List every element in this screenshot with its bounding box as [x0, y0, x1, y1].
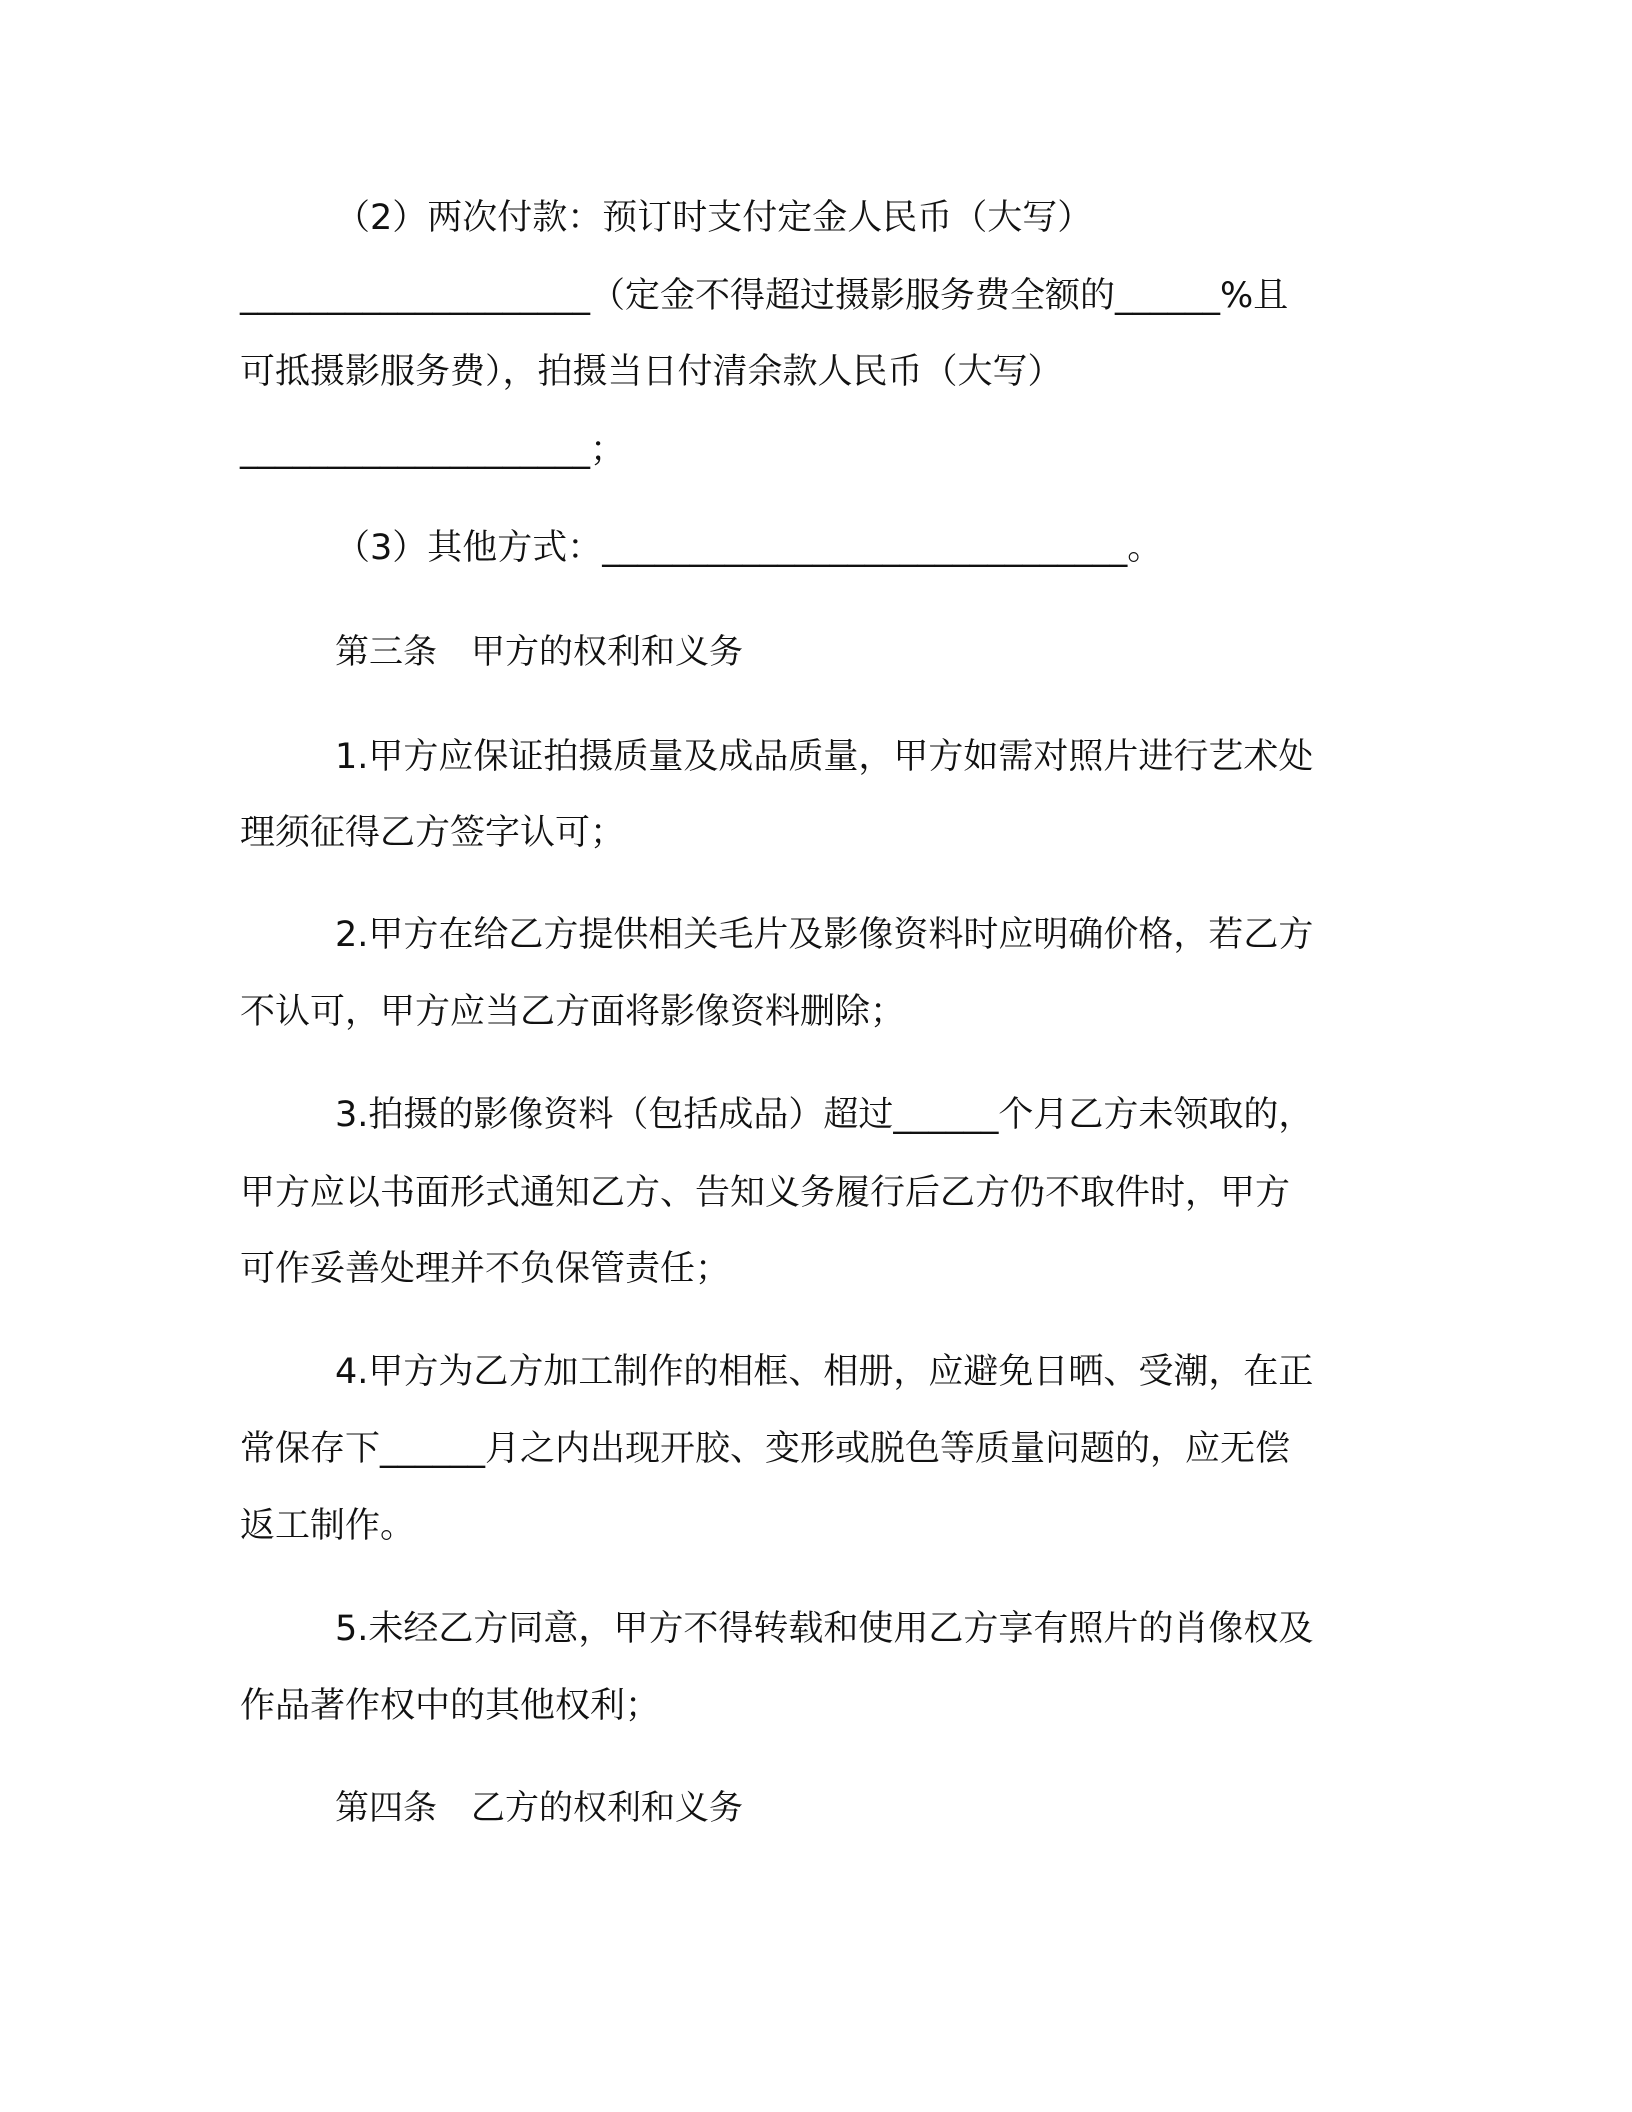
payment-option-3-line: （3）其他方式：______________________________。: [335, 528, 1163, 568]
clause-3-1-line-2: 理须征得乙方签字认可；: [240, 813, 626, 853]
deposit-blank-line: ____________________（定金不得超过摄影服务费全额的______%且: [240, 276, 1289, 316]
clause-3-3-line-1: 3.拍摄的影像资料（包括成品）超过______个月乙方未领取的，: [335, 1095, 1314, 1135]
balance-payment-line: 可抵摄影服务费），拍摄当日付清余款人民币（大写）: [240, 352, 1063, 392]
clause-3-4-line-3: 返工制作。: [240, 1506, 416, 1546]
article-3-heading: 第三条 甲方的权利和义务: [335, 632, 743, 672]
clause-3-4-line-1: 4.甲方为乙方加工制作的相框、相册，应避免日晒、受潮，在正: [335, 1352, 1314, 1392]
clause-3-2-line-1: 2.甲方在给乙方提供相关毛片及影像资料时应明确价格，若乙方: [335, 915, 1314, 955]
article-4-heading: 第四条 乙方的权利和义务: [335, 1788, 743, 1828]
clause-3-3-line-2: 甲方应以书面形式通知乙方、告知义务履行后乙方仍不取件时，甲方: [240, 1173, 1291, 1213]
clause-3-5-line-2: 作品著作权中的其他权利；: [240, 1686, 661, 1726]
clause-3-5-line-1: 5.未经乙方同意，甲方不得转载和使用乙方享有照片的肖像权及: [335, 1609, 1314, 1649]
clause-3-3-line-3: 可作妥善处理并不负保管责任；: [240, 1249, 731, 1289]
clause-3-4-line-2: 常保存下______月之内出现开胶、变形或脱色等质量问题的，应无偿: [240, 1429, 1291, 1469]
payment-option-2-line: （2）两次付款：预订时支付定金人民币（大写）: [335, 198, 1093, 238]
clause-3-1-line-1: 1.甲方应保证拍摄质量及成品质量，甲方如需对照片进行艺术处: [335, 737, 1314, 777]
clause-3-2-line-2: 不认可，甲方应当乙方面将影像资料删除；: [240, 992, 906, 1032]
balance-blank-line: ____________________；: [240, 430, 626, 470]
